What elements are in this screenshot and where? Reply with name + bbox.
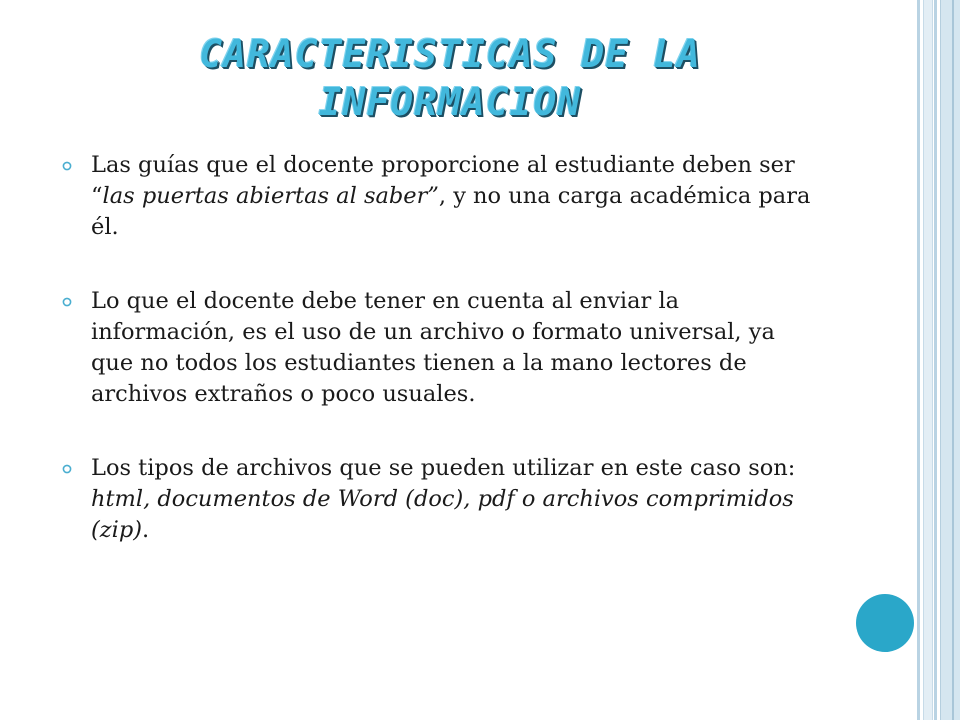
right-stripe xyxy=(917,0,920,720)
bullet-text xyxy=(91,455,795,543)
bullet-text-segment-italic: html, documentos de Word (doc), pdf o archivos comprimidos (zip) xyxy=(91,486,794,543)
slide-title xyxy=(90,30,810,126)
bullet-text xyxy=(91,288,775,407)
accent-circle-decoration xyxy=(856,594,914,652)
bullet-text-segment: Las guías que el docente proporcione al estudiante deben ser “ xyxy=(91,152,795,209)
right-stripe xyxy=(940,0,960,720)
bullet-text-segment: Los tipos de archivos que se pueden utilizar en este caso son: xyxy=(91,455,796,481)
bullet-list xyxy=(62,150,822,589)
open-circle-bullet-icon xyxy=(62,297,72,307)
bullet-text-segment: . xyxy=(142,517,150,543)
open-circle-bullet-icon xyxy=(62,161,72,171)
right-stripe xyxy=(923,0,933,720)
right-stripe xyxy=(934,0,937,720)
bullet-item xyxy=(62,453,822,546)
right-stripe xyxy=(952,0,954,720)
bullet-text xyxy=(91,152,810,240)
open-circle-bullet-icon xyxy=(62,464,72,474)
bullet-text-segment-italic: las puertas abiertas al saber” xyxy=(102,183,439,209)
bullet-item xyxy=(62,150,822,243)
bullet-text-segment: , y no una carga académica para él. xyxy=(91,183,811,240)
slide-title-line: CARACTERISTICAS DE LA xyxy=(199,32,701,76)
bullet-item xyxy=(62,286,822,410)
bullet-text-segment: Lo que el docente debe tener en cuenta al enviar la información, es el uso de un archivo o formato universal, ya que no todos los estudiantes tienen a la mano lectores de archivos extraños o poco usuales. xyxy=(91,288,775,407)
slide-title-line: INFORMACION xyxy=(318,80,582,124)
